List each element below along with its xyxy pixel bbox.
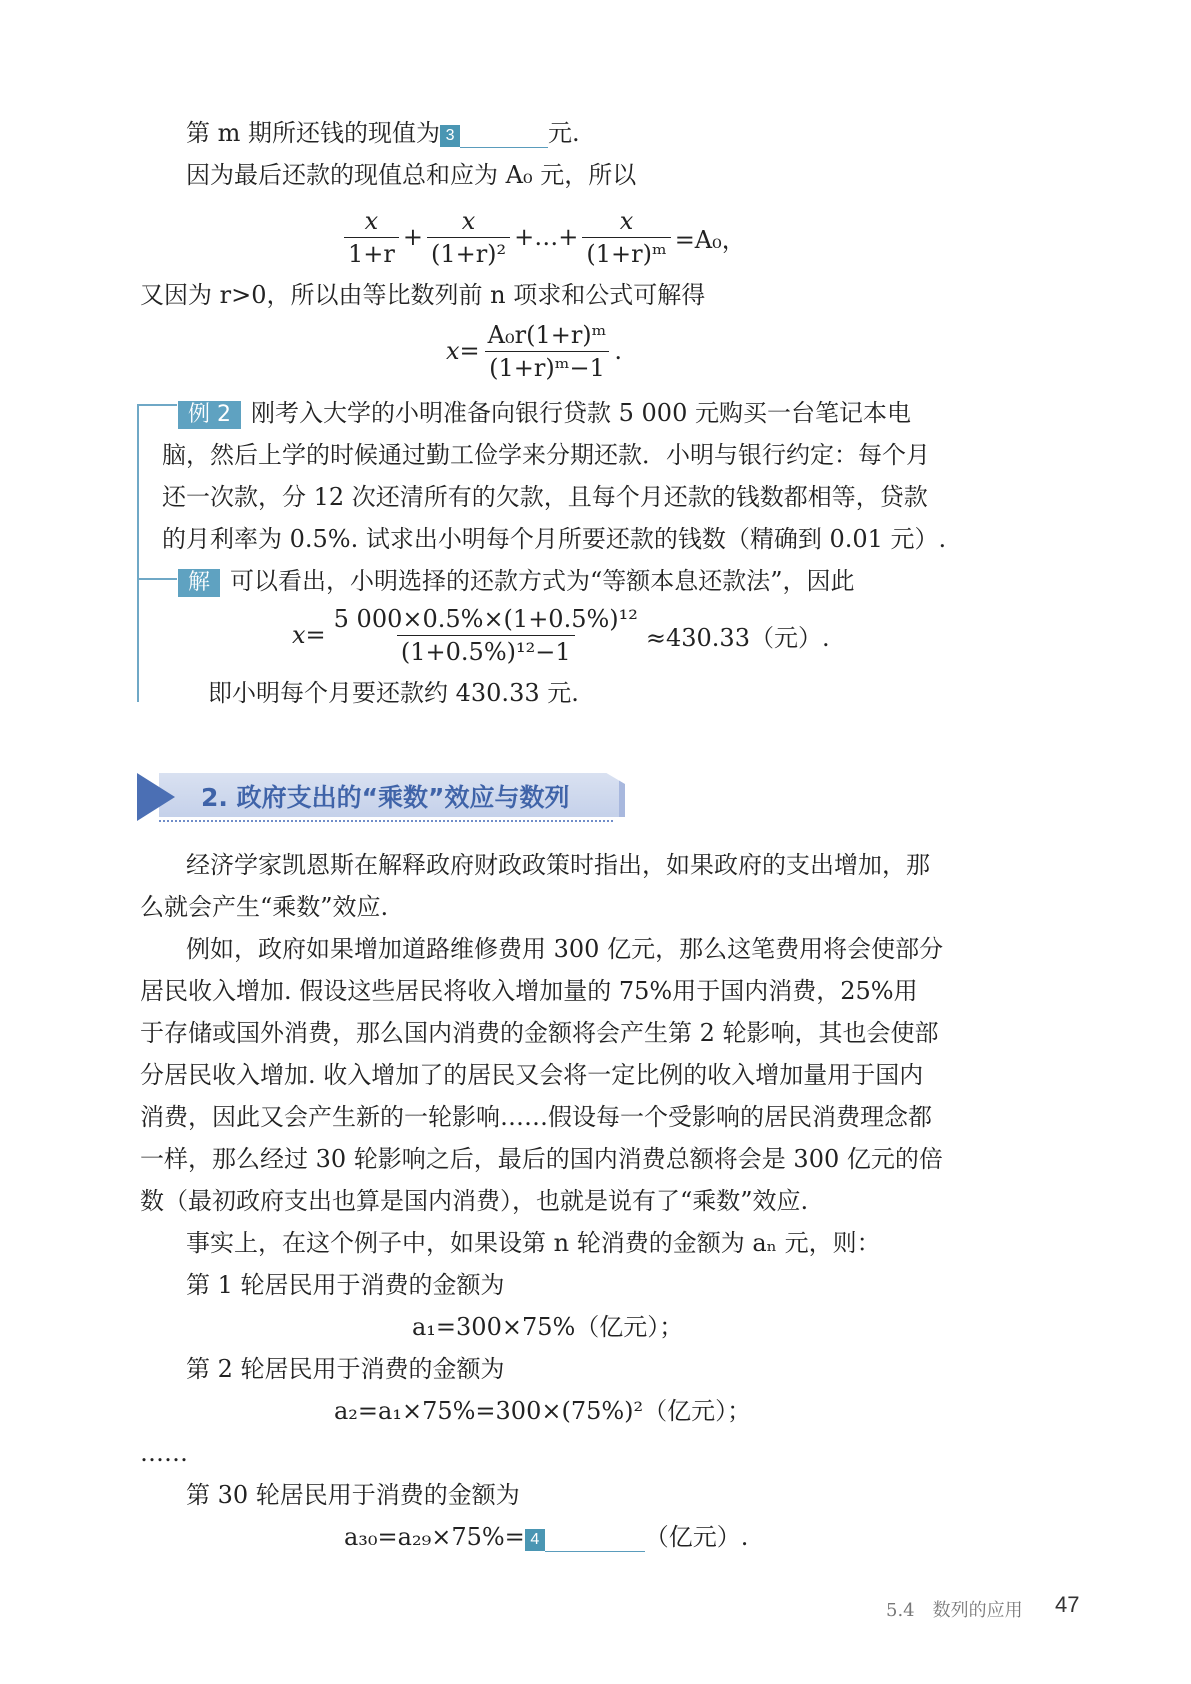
fraction [484,321,611,382]
fraction [582,207,670,268]
round-1-equation: a₁=300×75%（亿元）； [412,1313,684,1341]
section-arrow-icon [137,773,175,821]
period: . [614,337,623,365]
rhs: ≈430.33（元）. [645,623,830,652]
round-1-label: 第 1 轮居民用于消费的金额为 [186,1271,505,1299]
numerator: 5 000×0.5%×(1+0.5%)¹² [333,604,638,633]
body-line: 于存储或国外消费，那么国内消费的金额将会产生第 2 轮影响，其也会使部 [140,1019,939,1047]
solution-line [178,564,855,598]
section-title: 2. 政府支出的“乘数”效应与数列 [201,783,570,812]
denominator: (1+r)² [427,237,510,268]
text: 元. [548,119,580,147]
equation-sum: $\frac{x}{1+r}$ + $\frac{x}{\text{(1+r)²}}$ +…+ $\frac{x}{\text{(1+r)ᵐ}}$ =A₀， [340,206,746,268]
numerator: x [364,206,379,235]
fraction [344,207,399,268]
denominator: 1+r [344,237,399,268]
example-bracket-top [137,404,177,406]
round-30-equation [344,1520,748,1556]
round-2-equation: a₂=a₁×75%=300×(75%)²（亿元）； [334,1397,752,1425]
body-line: 经济学家凯恩斯在解释政府财政政策时指出，如果政府的支出增加，那 [186,851,930,879]
section-underline [159,820,613,822]
body-line: 居民收入增加. 假设这些居民将收入增加量的 75%用于国内消费，25%用 [140,977,918,1005]
denominator: (1+r)ᵐ [582,237,670,268]
text: （亿元）. [644,1523,749,1551]
denominator: (1+0.5%)¹²−1 [397,635,575,666]
page-number: 47 [1055,1592,1080,1617]
line-m-period [186,116,580,152]
body-line: 数（最初政府支出也算是国内消费），也就是说有了“乘数”效应. [140,1187,809,1215]
fraction [427,207,510,268]
denominator: (1+r)ᵐ−1 [485,351,609,382]
line-also-because: 又因为 r>0，所以由等比数列前 n 项求和公式可解得 [140,281,706,309]
body-line: 么就会产生“乘数”效应. [140,893,389,921]
example-line-2: 脑，然后上学的时候通过勤工俭学来分期还款．小明与银行约定：每个月 [162,441,930,469]
line-because-total: 因为最后还款的现值总和应为 A₀ 元，所以 [186,161,637,189]
lhs: x= [292,621,326,649]
solution-tag: 解 [178,569,220,597]
blank-rule [460,125,548,148]
body-line: 消费，因此又会产生新的一轮影响……假设每一个受影响的居民消费理念都 [140,1103,932,1131]
example-conclusion: 即小明每个月要还款约 430.33 元. [208,679,579,707]
example-line-1 [178,396,911,430]
ellipsis: …… [140,1439,188,1467]
numerator: x [461,206,476,235]
body-line: 事实上，在这个例子中，如果设第 n 轮消费的金额为 aₙ 元，则： [186,1229,881,1257]
lhs: x= [446,337,480,365]
footer-section: 5.4 数列的应用 [886,1600,1023,1621]
numerator: x [619,206,634,235]
blank-number: 4 [525,1529,545,1551]
blank-number: 3 [440,125,460,147]
example-bracket [137,404,139,702]
round-30-label: 第 30 轮居民用于消费的金额为 [186,1481,520,1509]
example-line-3: 还一次款，分 12 次还清所有的欠款，且每个月还款的钱数都相等，贷款 [162,483,928,511]
rhs: =A₀， [674,225,746,254]
body-line: 一样，那么经过 30 轮影响之后，最后的国内消费总额将会是 300 亿元的倍 [140,1145,943,1173]
operator: +…+ [514,223,579,251]
example-tag: 例 2 [178,401,241,429]
numerator: A₀r(1+r)ᵐ [487,320,607,349]
text: 可以看出，小明选择的还款方式为“等额本息还款法”，因此 [230,567,855,595]
fraction [330,605,642,666]
body-line: 例如，政府如果增加道路维修费用 300 亿元，那么这笔费用将会使部分 [186,935,944,963]
text: a₃₀=a₂₉×75%= [344,1523,525,1551]
equation-payment [292,604,830,666]
body-line: 分居民收入增加. 收入增加了的居民又会将一定比例的收入增加量用于国内 [140,1061,924,1089]
answer-blank-4[interactable] [525,1522,645,1556]
equation-x [446,320,622,382]
example-line-4: 的月利率为 0.5%. 试求出小明每个月所要还款的钱数（精确到 0.01 元）. [162,525,947,553]
answer-blank-3[interactable] [440,118,548,152]
section-header [137,773,627,821]
round-2-label: 第 2 轮居民用于消费的金额为 [186,1355,505,1383]
text: 刚考入大学的小明准备向银行贷款 5 000 元购买一台笔记本电 [251,399,911,427]
blank-rule [545,1529,645,1552]
text: 第 m 期所还钱的现值为 [186,119,441,147]
solution-bracket [137,578,177,580]
